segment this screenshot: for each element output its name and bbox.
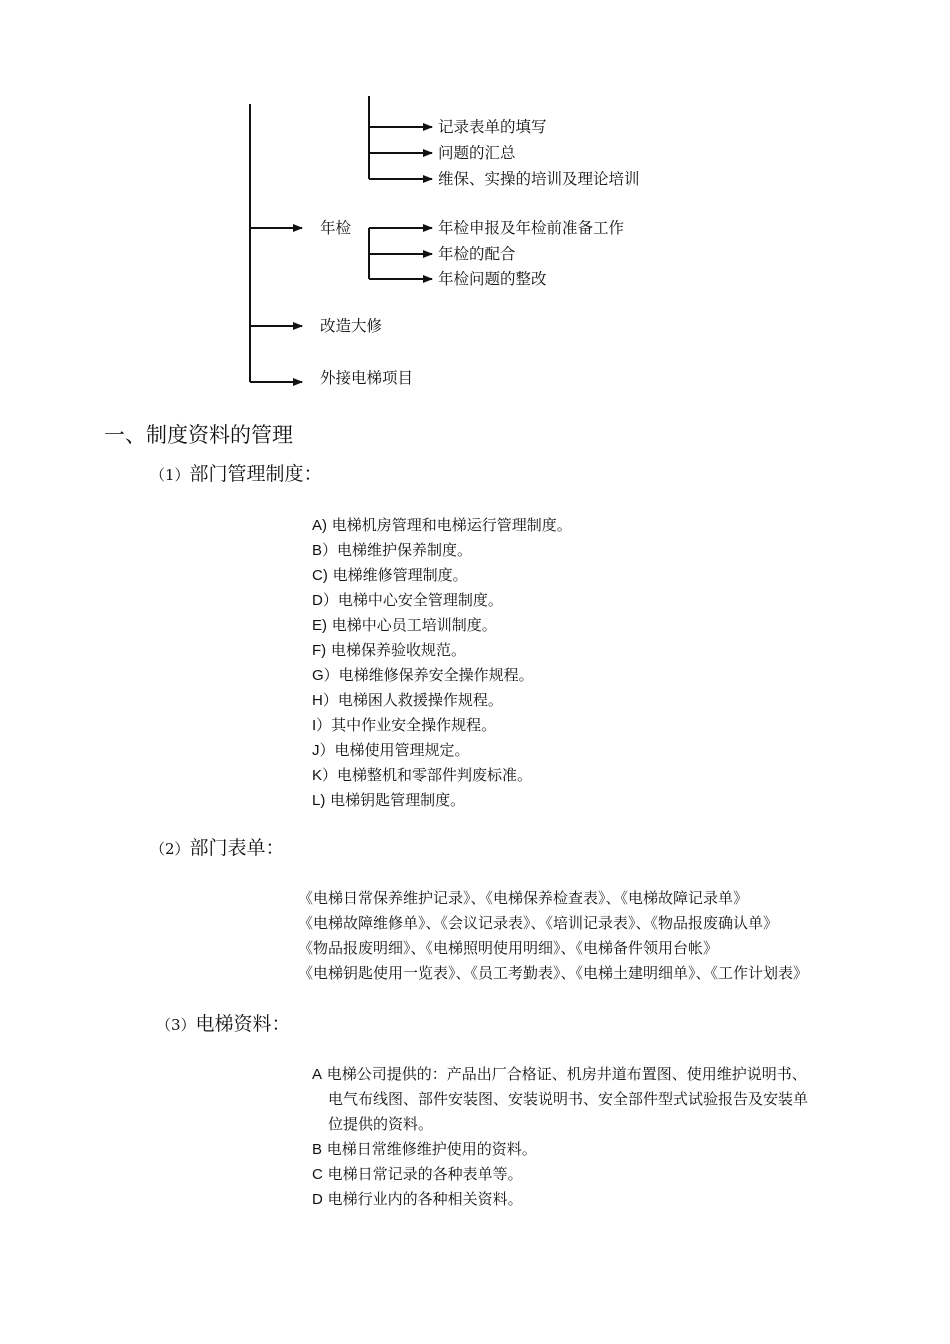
sub2-number: （2） [150,840,190,858]
annual-child-label-2: 年检的配合 [438,245,516,263]
list-item: D）电梯中心安全管理制度。 [312,591,503,609]
list-item: C) 电梯维修管理制度。 [312,566,468,584]
sub1-title: 部门管理制度： [189,463,323,485]
node-renovation: 改造大修 [320,317,383,335]
sub3-title: 电梯资料： [195,1013,291,1035]
sub3-list [312,1064,808,1214]
sub1-list [312,515,572,815]
annual-child-label-1: 年检申报及年检前准备工作 [438,219,625,237]
list-item: B 电梯日常维修维护使用的资料。 [312,1140,537,1158]
list-item: 《电梯日常保养维护记录》、《电梯保养检查表》、《电梯故障记录单》 [298,889,749,907]
sub1-number: （1） [150,466,190,484]
top-child-label-3: 维保、实操的培训及理论培训 [438,170,640,188]
list-item: I）其中作业安全操作规程。 [312,716,497,734]
node-external-project: 外接电梯项目 [320,369,414,387]
sub2-title: 部门表单： [189,837,285,859]
sub2-heading [150,836,285,861]
list-item: H）电梯困人救援操作规程。 [312,691,503,709]
sub2-forms-list [298,888,808,988]
list-item: A 电梯公司提供的：产品出厂合格证、机房井道布置图、使用维护说明书、 [312,1065,807,1083]
node-annual-inspection: 年检 [320,219,352,237]
sub3-number: （3） [156,1016,196,1034]
list-item: 《电梯故障维修单》、《会议记录表》、《培训记录表》、《物品报废确认单》 [298,914,779,932]
top-child-label-1: 记录表单的填写 [438,118,547,136]
sub1-heading [150,462,323,487]
list-item: B）电梯维护保养制度。 [312,541,473,559]
top-child-label-2: 问题的汇总 [438,144,516,162]
list-item: A) 电梯机房管理和电梯运行管理制度。 [312,516,572,534]
sub3-heading [156,1012,291,1037]
list-item: K）电梯整机和零部件判废标准。 [312,766,533,784]
list-item: 《电梯钥匙使用一览表》、《员工考勤表》、《电梯土建明细单》、《工作计划表》 [298,964,809,982]
list-item-continuation: 位提供的资料。 [328,1115,434,1133]
list-item: E) 电梯中心员工培训制度。 [312,616,497,634]
list-item: 《物品报废明细》、《电梯照明使用明细》、《电梯备件领用台帐》 [298,939,719,957]
section-title: 一、制度资料的管理 [104,423,293,447]
list-item: C 电梯日常记录的各种表单等。 [312,1165,523,1183]
list-item: G）电梯维修保养安全操作规程。 [312,666,534,684]
org-tree-diagram [0,0,950,400]
list-item: L) 电梯钥匙管理制度。 [312,791,466,809]
annual-child-label-3: 年检问题的整改 [438,270,547,288]
list-item: F) 电梯保养验收规范。 [312,641,466,659]
list-item: D 电梯行业内的各种相关资料。 [312,1190,523,1208]
list-item-continuation: 电气布线图、部件安装图、安装说明书、安全部件型式试验报告及安装单 [328,1090,809,1108]
list-item: J）电梯使用管理规定。 [312,741,470,759]
